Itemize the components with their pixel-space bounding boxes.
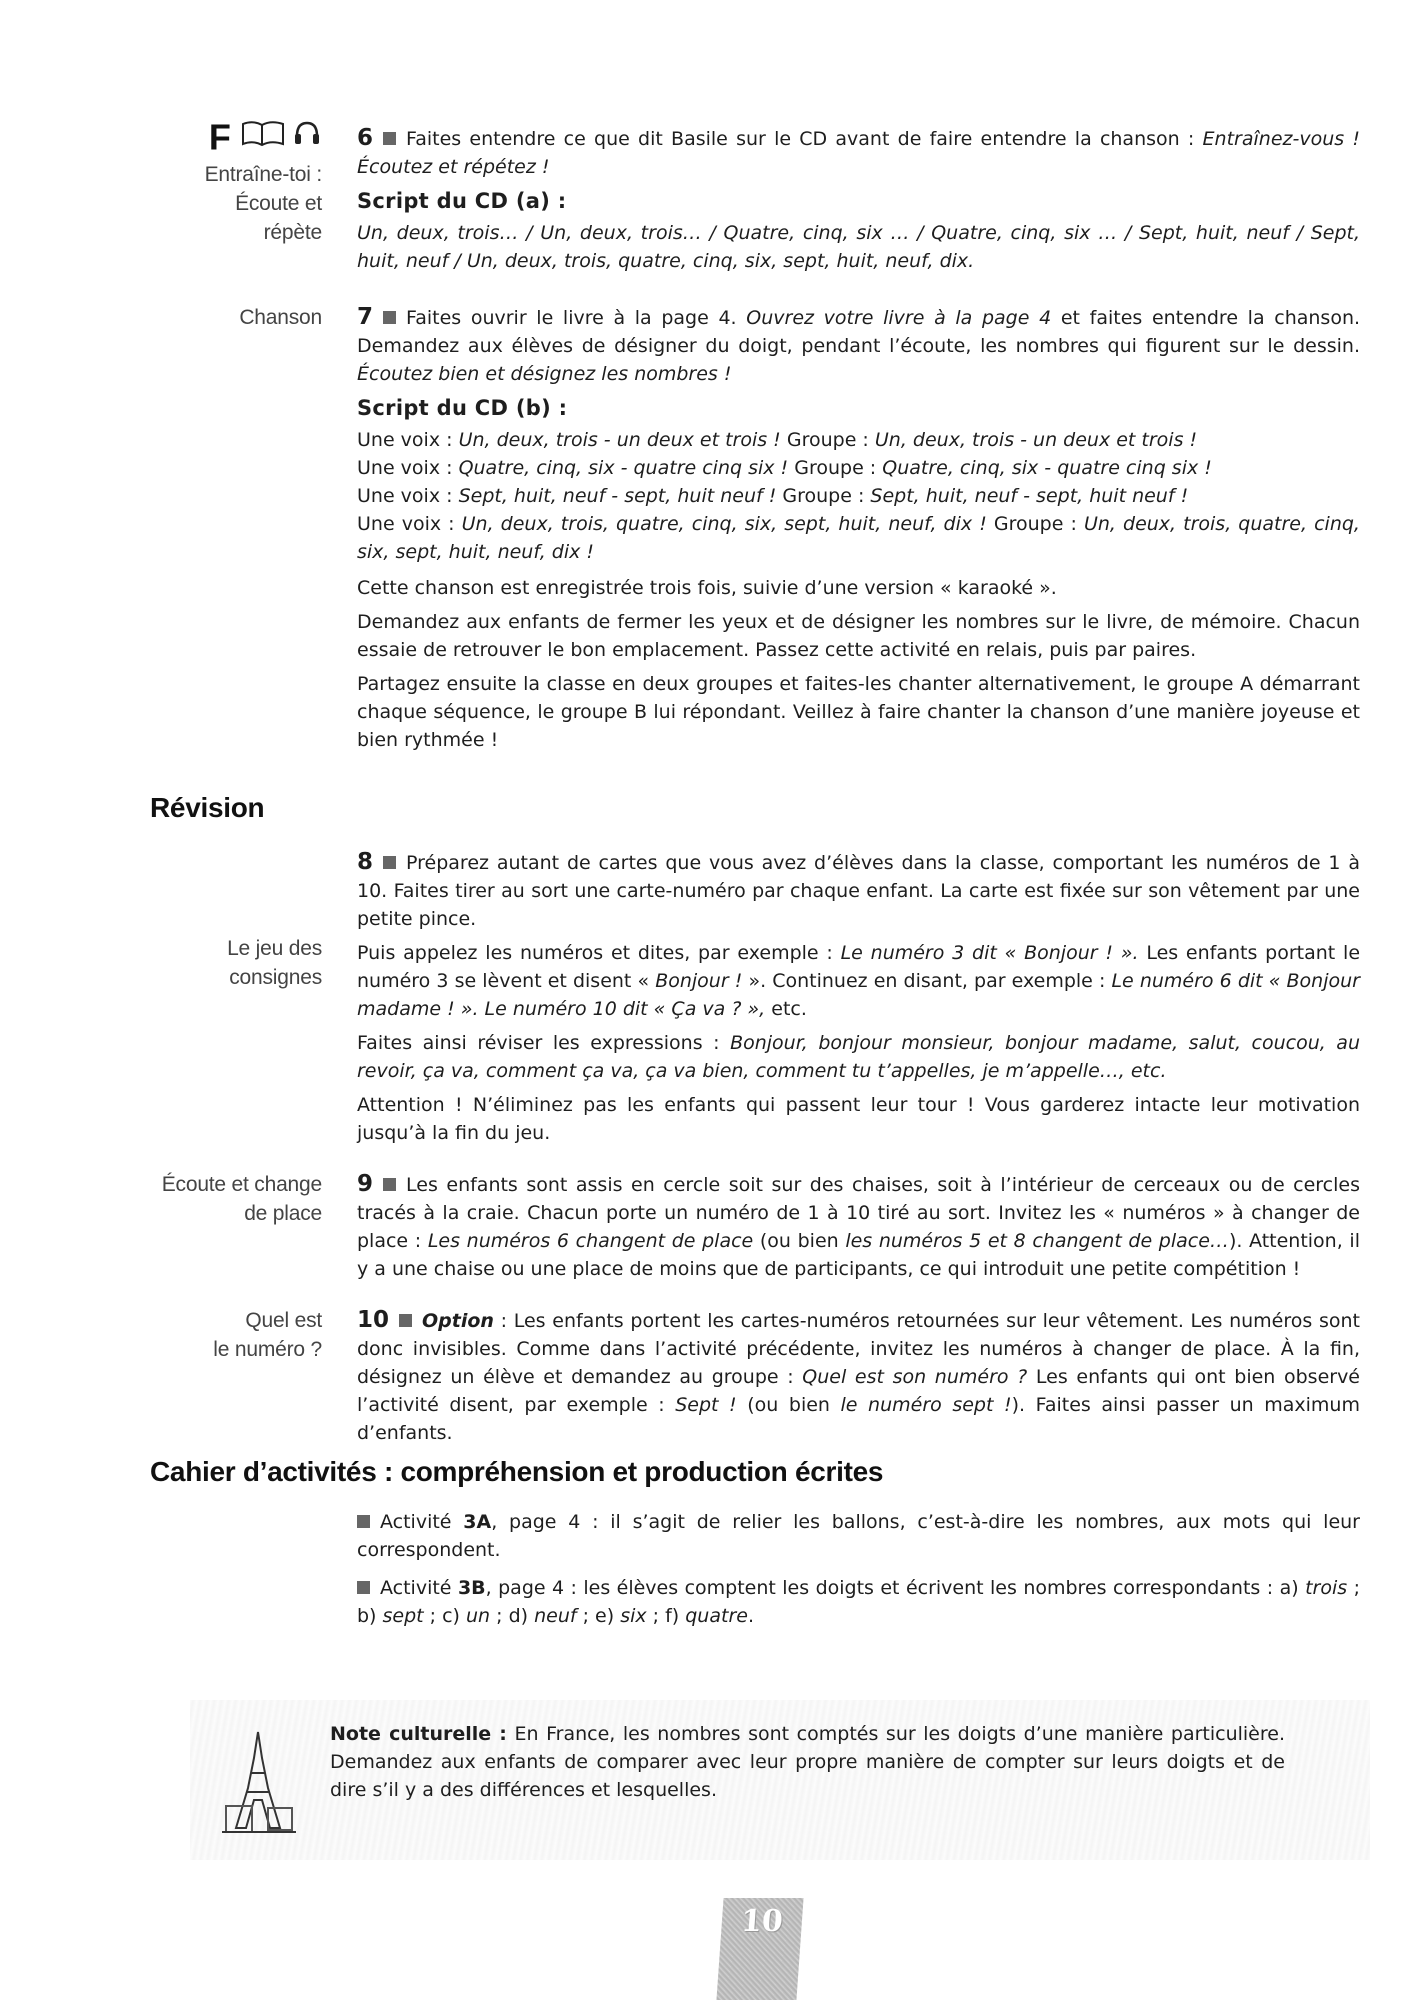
activity-6-side — [120, 118, 322, 247]
activity-number: 8 — [357, 849, 374, 875]
activity-number: 9 — [357, 1171, 374, 1197]
act7-p4: Partagez ensuite la classe en deux groupes et faites-les chanter alternativement, le groupe A démarrant chaque séquence, le groupe B lui répondant. Veillez à faire chanter la chanson d’une manière joyeuse et bien rythmée ! — [357, 673, 1360, 751]
act8-text: Les enfants portant le numéro 3 se lèvent et disent « — [357, 942, 1361, 992]
activity-ref: 3A — [463, 1511, 492, 1533]
activity-9-text — [357, 1170, 1360, 1289]
side-jeu: Le jeu des — [227, 937, 322, 960]
activity-ref: 3B — [457, 1577, 486, 1599]
activity-number: 10 — [357, 1307, 390, 1333]
act7-p2: Cette chanson est enregistrée trois fois, suivie d’une version « karaoké ». — [357, 577, 1057, 599]
act10-text: : Les enfants portent les cartes-numéros retournées sur leur vêtement. Les numéros sont donc invisibles. Comme dans l’activité précédente, invitez les numéros à changer de place. À la fin, désignez un élève et demandez au groupe : — [357, 1310, 1360, 1388]
act8-text: etc. — [771, 998, 807, 1020]
act6-text: Faites entendre ce que dit Basile sur le CD avant de faire entendre la chanson : — [406, 128, 1195, 150]
script-lines — [357, 426, 1360, 566]
group-label: Groupe : — [794, 457, 877, 479]
act8-p4: Attention ! N’éliminez pas les enfants qui passent leur tour ! Vous garderez intacte leur motivation jusqu’à la fin du jeu. — [357, 1094, 1360, 1144]
activity-6-text — [357, 124, 1360, 281]
bullet-square — [383, 311, 396, 324]
bullet-square — [383, 132, 396, 145]
act8-text: Faites ainsi réviser les expressions : — [357, 1032, 720, 1054]
answer-word: neuf — [534, 1605, 577, 1627]
act9-text: Les enfants sont assis en cercle soit sur des chaises, soit à l’intérieur de cerceaux ou de cercles tracés à la craie. Chacun porte un numéro de 1 à 10 tiré au sort. Invitez les « numéros » à changer de place : — [357, 1174, 1360, 1252]
answer-sep: ; d) — [490, 1605, 535, 1627]
script-title: Script du CD (a) : — [357, 189, 567, 213]
note-body: En France, les nombres sont comptés sur les doigts d’une manière particulière. Demandez aux enfants de comparer avec leur propre manière de compter sur leurs doigts et de dire s’il y a des différences et lesquelles. — [330, 1723, 1285, 1801]
cahier-text — [357, 1508, 1360, 1636]
answer-word: un — [466, 1605, 491, 1627]
group-label: Groupe : — [786, 429, 869, 451]
answer-word: trois — [1305, 1577, 1348, 1599]
act8-text-italic: Le numéro 3 dit « Bonjour ! ». — [840, 942, 1139, 964]
act7-text-italic: Ouvrez votre livre à la page 4 — [746, 307, 1052, 329]
act10-text: Les enfants qui ont bien observé l’activité disent, par exemple : — [357, 1366, 1361, 1416]
answer-word: sept — [382, 1605, 424, 1627]
voice-label: Une voix : — [357, 429, 453, 451]
voice-line: Sept, huit, neuf - sept, huit neuf ! — [458, 485, 777, 507]
revision-heading: Révision — [150, 792, 265, 823]
act8-text-italic: etc. — [1130, 1060, 1167, 1082]
side-chanson: Chanson — [239, 306, 322, 329]
act10-text: ). Faites ainsi passer un maximum d’enfants. — [357, 1394, 1360, 1444]
headphones-icon — [292, 118, 322, 156]
activity-7-text — [357, 303, 1360, 760]
act7-p3: Demandez aux enfants de fermer les yeux et de désigner les nombres sur le livre, de mémoire. Chacun essaie de retrouver le bon emplacement. Passez cette activité en relais, puis par paires. — [357, 611, 1360, 661]
eiffel-tower-icon — [218, 1728, 298, 1846]
act8-text: Puis appelez les numéros et dites, par exemple : — [357, 942, 833, 964]
act9-text-italic: les numéros 5 et 8 changent de place… — [845, 1230, 1229, 1252]
side-jeu-consignes — [120, 934, 322, 992]
side-quel: Quel est — [245, 1309, 322, 1332]
bullet-square — [399, 1314, 412, 1327]
act7-text: et faites entendre la chanson. Demandez aux élèves de désigner du doigt, pendant l’écoute, les nombres qui figurent sur le dessin. — [357, 307, 1361, 357]
answer-sep: ; e) — [576, 1605, 621, 1627]
side-quel-numero — [120, 1306, 322, 1364]
act10-text-italic: Sept ! — [675, 1394, 737, 1416]
side-ecoute-change-1: Écoute et change — [161, 1173, 322, 1196]
act8-text-italic: Le numéro 6 dit « Bonjour madame ! ». Le numéro 10 dit « Ça va ? », — [357, 970, 1360, 1020]
activity-8-text — [357, 848, 1360, 1153]
act10-text-italic: le numéro sept ! — [840, 1394, 1012, 1416]
act8-text-italic: Bonjour, bonjour monsieur, bonjour madame, salut, coucou, au revoir, ça va, comment ça va, ça va bien, comment tu t’appelles, je m’appelle…, — [357, 1032, 1360, 1082]
group-line: Un, deux, trois, quatre, cinq, six, sept, huit, neuf, dix ! — [357, 513, 1360, 563]
answer-sep: ; b) — [357, 1577, 1360, 1627]
act7-text-italic: Écoutez bien et désignez les nombres ! — [357, 363, 732, 385]
book-icon — [240, 119, 286, 155]
voice-label: Une voix : — [357, 485, 453, 507]
answer-word: six — [620, 1605, 647, 1627]
answer-sep: . — [747, 1605, 754, 1627]
group-line: Sept, huit, neuf - sept, huit neuf ! — [870, 485, 1189, 507]
act10-text: (ou bien — [747, 1394, 830, 1416]
bullet-square — [383, 856, 396, 869]
answer-sep: ; f) — [646, 1605, 686, 1627]
act7-text: Faites ouvrir le livre à la page 4. — [406, 307, 737, 329]
option-label: Option — [422, 1310, 494, 1332]
answer-sep: ; c) — [423, 1605, 467, 1627]
voice-line: Un, deux, trois, quatre, cinq, six, sept, huit, neuf, dix ! — [461, 513, 987, 535]
side-ecoute-change — [120, 1170, 322, 1228]
activity-label: Activité — [380, 1577, 452, 1599]
voice-line: Un, deux, trois - un deux et trois ! — [458, 429, 781, 451]
act8-text-italic: Bonjour ! — [655, 970, 743, 992]
act8-text: ». Continuez en disant, par exemple : — [748, 970, 1106, 992]
group-line: Un, deux, trois - un deux et trois ! — [874, 429, 1198, 451]
side-ecoute: Écoute et — [235, 192, 322, 215]
bullet-square — [383, 1178, 396, 1191]
cahier-heading: Cahier d’activités : compréhension et production écrites — [150, 1456, 884, 1487]
side-entraine: Entraîne-toi : — [204, 163, 322, 186]
activity-number: 6 — [357, 125, 374, 151]
side-consignes: consignes — [229, 966, 322, 989]
page-number: 10 — [739, 1904, 785, 1939]
script-text: Un, deux, trois… / Un, deux, trois… / Quatre, cinq, six … / Quatre, cinq, six … / Sept, huit, neuf / Sept, huit, neuf / Un, deux, trois, quatre, cinq, six, sept, huit, neuf, dix. — [357, 222, 1360, 272]
section-letter: F — [208, 116, 231, 158]
note-title: Note culturelle : — [330, 1723, 507, 1745]
script-title: Script du CD (b) : — [357, 396, 568, 420]
side-repete: répète — [263, 221, 322, 244]
act9-text-italic: Les numéros 6 changent de place — [427, 1230, 754, 1252]
activity-label: Activité — [380, 1511, 452, 1533]
group-line: Quatre, cinq, six - quatre cinq six ! — [882, 457, 1212, 479]
act9-text: ). Attention, il y a une chaise ou une place de moins que de participants, ce qui introduit une petite compétition ! — [357, 1230, 1360, 1280]
note-culturelle — [190, 1700, 1370, 1860]
activity-text: , page 4 : il s’agit de relier les ballons, c’est-à-dire les nombres, aux mots qui leur correspondent. — [357, 1511, 1360, 1561]
side-numero: le numéro ? — [213, 1338, 322, 1361]
activity-text: , page 4 : les élèves comptent les doigts et écrivent les nombres correspondants : a) — [485, 1577, 1299, 1599]
act9-text: (ou bien — [759, 1230, 839, 1252]
activity-number: 7 — [357, 304, 374, 330]
bullet-square — [357, 1515, 370, 1528]
group-label: Groupe : — [993, 513, 1077, 535]
page-number-tag — [716, 1898, 803, 2000]
activity-10-text — [357, 1306, 1360, 1453]
act10-text-italic: Quel est son numéro ? — [802, 1366, 1028, 1388]
answer-word: quatre — [685, 1605, 748, 1627]
bullet-square — [357, 1581, 370, 1594]
voice-label: Une voix : — [357, 457, 453, 479]
side-ecoute-change-2: de place — [244, 1202, 322, 1225]
voice-label: Une voix : — [357, 513, 455, 535]
act8-p1: Préparez autant de cartes que vous avez d’élèves dans la classe, comportant les numéros de 1 à 10. Faites tirer au sort une carte-numéro par chaque enfant. La carte est fixée sur son vêtement par une petite pince. — [357, 852, 1360, 930]
act6-text-italic: Entraînez-vous ! Écoutez et répétez ! — [357, 128, 1360, 178]
group-label: Groupe : — [782, 485, 865, 507]
voice-line: Quatre, cinq, six - quatre cinq six ! — [458, 457, 789, 479]
note-text — [330, 1720, 1285, 1804]
